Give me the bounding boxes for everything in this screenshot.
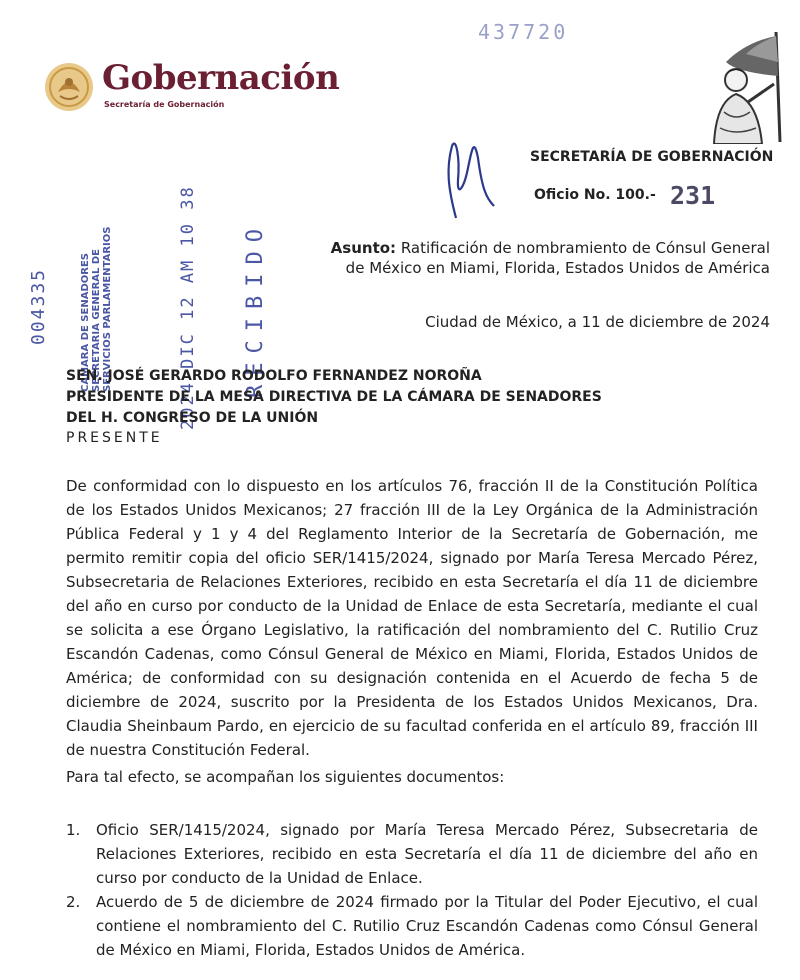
stamp-institution-line2: SECRETARIA GENERAL DE xyxy=(91,249,102,392)
subject-text: Ratificación de nombramiento de Cónsul General de México en Miami, Florida, Estados Unidos de América xyxy=(345,239,770,277)
body-paragraph: De conformidad con lo dispuesto en los artículos 76, fracción II de la Constitución Política de los Estados Unidos Mexicanos; 27 fracción III de la Ley Orgánica de la Administración Pública Federal y 1 y 4 del Reglamento Interior de la Secretaría de Gobernación, me permito remitir copia del oficio SER/1415/2024, signado por María Teresa Mercado Pérez, Subsecretaria de Relaciones Exteriores, recibido en esta Secretaría el día 11 de diciembre del año en curso por conducto de la Unidad de Enlace de esta Secretaría, mediante el cual se solicita a ese Órgano Legislativo, la ratificación del nombramiento del C. Rutilio Cruz Escandón Cadenas, como Cónsul General de México en Miami, Florida, Estados Unidos de América; de conformidad con su designación contenida en el Acuerdo de fecha 5 de diciembre de 2024, suscrito por la Presidenta de los Estados Unidos Mexicanos, Dra. Claudia Sheinbaum Pardo, en ejercicio de su facultad conferida en el artículo 89, fracción III de nuestra Constitución Federal. xyxy=(66,477,758,759)
greeting: PRESENTE xyxy=(66,430,163,446)
list-item xyxy=(66,890,758,962)
subject-block xyxy=(330,238,770,278)
government-seal-icon xyxy=(44,62,94,112)
stamp-institution-line1: CAMARA DE SENADORES xyxy=(80,253,91,392)
heroine-flag-illustration xyxy=(676,32,786,144)
brand-subtitle: Secretaría de Gobernación xyxy=(104,100,225,109)
signature xyxy=(438,128,498,228)
oficio-number: 231 xyxy=(670,181,716,210)
attachments-list xyxy=(66,818,758,962)
list-item-text: Acuerdo de 5 de diciembre de 2024 firmado por la Titular del Poder Ejecutivo, el cual contiene el nombramiento del C. Rutilio Cruz Escandón Cadenas como Cónsul General de México en Miami, Florida, Estados Unidos de América. xyxy=(96,893,758,959)
brand-title: Gobernación xyxy=(102,58,340,98)
oficio-label: Oficio No. 100.- xyxy=(534,187,656,203)
department-name: SECRETARÍA DE GOBERNACIÓN xyxy=(530,149,774,165)
list-item xyxy=(66,818,758,890)
stamp-institution-line3: SERVICIOS PARLAMENTARIOS xyxy=(102,226,113,392)
place-and-date: Ciudad de México, a 11 de diciembre de 2024 xyxy=(425,313,770,331)
subject-label: Asunto: xyxy=(330,239,397,257)
addressee-title: PRESIDENTE DE LA MESA DIRECTIVA DE LA CÁMARA DE SENADORES xyxy=(66,389,602,405)
list-item-number: 2. xyxy=(66,893,81,911)
list-item-number: 1. xyxy=(66,821,81,839)
stamp-folio-number: 004335 xyxy=(28,267,49,345)
attachments-intro: Para tal efecto, se acompañan los siguientes documentos: xyxy=(66,768,505,786)
stamp-received: RECIBIDO xyxy=(243,220,268,398)
addressee-block xyxy=(66,366,602,429)
stamp-date: 2024 DIC 12 AM 10 38 xyxy=(178,185,198,430)
top-stamp-number: 437720 xyxy=(478,20,569,44)
addressee-institution: DEL H. CONGRESO DE LA UNIÓN xyxy=(66,410,319,426)
addressee-name: SEN. JOSÉ GERARDO RODOLFO FERNANDEZ NOROÑA xyxy=(66,368,482,384)
list-item-text: Oficio SER/1415/2024, signado por María Teresa Mercado Pérez, Subsecretaria de Relaciones Exteriores, recibido en esta Secretaría el día 11 de diciembre del año en curso por conducto de la Unidad de Enlace. xyxy=(96,821,758,887)
